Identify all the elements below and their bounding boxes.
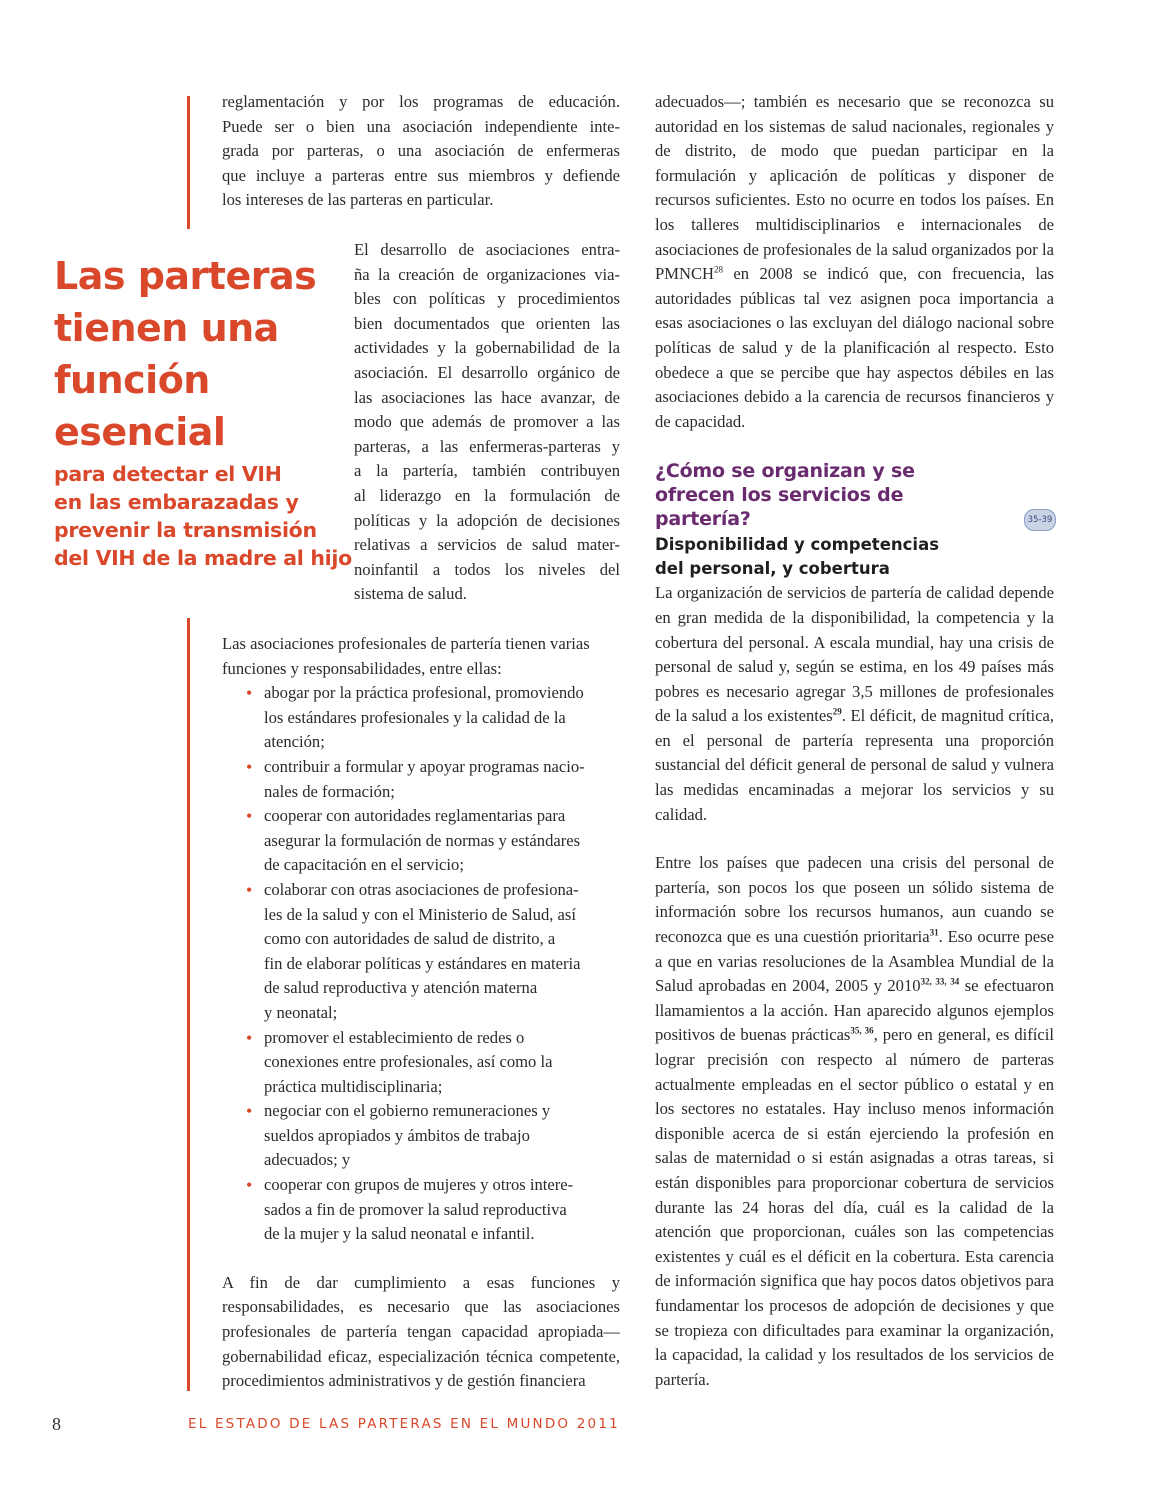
pull-quote-title-line: tienen una bbox=[54, 306, 279, 350]
bullet-icon: • bbox=[246, 806, 253, 827]
pull-quote bbox=[54, 250, 352, 572]
intro-line: los intereses de las parteras en particular. bbox=[222, 190, 494, 210]
list-item bbox=[222, 804, 620, 878]
side-line: actividades y la gobernabilidad de la bbox=[354, 338, 620, 358]
list-item bbox=[222, 1099, 620, 1173]
pull-quote-title-line: esencial bbox=[54, 410, 226, 454]
list-item-line: atención; bbox=[264, 732, 325, 752]
intro-paragraph bbox=[222, 90, 620, 213]
list-item bbox=[222, 681, 620, 755]
list-item bbox=[222, 1173, 620, 1247]
list-item bbox=[222, 1026, 620, 1100]
list-item-line: fin de elaborar políticas y estándares en materia bbox=[264, 953, 581, 973]
bullet-icon: • bbox=[246, 879, 253, 900]
pull-quote-subtitle-line: en las embarazadas y bbox=[54, 490, 299, 514]
pull-quote-title bbox=[54, 250, 346, 458]
page-number: 8 bbox=[52, 1414, 61, 1434]
paragraph-information-systems: Entre los países que padecen una crisis del personal de partería, son pocos los que poseen un sólido sistema de información sobre los recursos humanos, aun cuando se reconozca que es una cuestión prioritaria$^{31}$. Eso ocurre pese a que en varias resoluciones de la Asamblea Mundial de la Salud aprobadas en 2004, 2005 y 2010$^{32, 33, 34}$ se efectuaron llamamientos a la acción. Han aparecido algunos ejemplos positivos de buenas prácticas$^{35, 36}$, pero en general, es difícil lograr precisión con respecto al número de parteras actualmente empleadas en el sector público o estatal y en los sectores no estatales. Hay incluso menos información disponible acerca de si están ejerciendo la profesión en salas de maternidad o si están asignadas a otras tareas, si están disponibles para proporcionar cobertura de servicios durante las 24 horas del día, cuál es la calidad de la atención que proporcionan, cuáles son las competencias existentes y cuál es el déficit en la cobertura. Esta carencia de información significa que hay pocos datos objetivos para fundamentar los procesos de adopción de decisiones y que se tropieza con dificultades para examinar la organización, la capacidad, la calidad y los resultados de los servicios de partería. bbox=[655, 853, 1055, 1389]
list-item bbox=[222, 878, 620, 1026]
side-line: bles con políticas y procedimientos bbox=[354, 289, 620, 309]
list-item-line: abogar por la práctica profesional, promoviendo bbox=[264, 683, 584, 703]
list-item-line: colaborar con otras asociaciones de profesiona- bbox=[264, 879, 579, 899]
side-line: a la partería, también contribuyen bbox=[354, 461, 620, 481]
list-item-line: les de la salud y con el Ministerio de Salud, así bbox=[264, 904, 576, 924]
list-item-line: como con autoridades de salud de distrito, a bbox=[264, 929, 556, 949]
margin-rule-top bbox=[187, 96, 190, 229]
list-item-line: de la mujer y la salud neonatal e infantil. bbox=[264, 1224, 535, 1244]
list-item-line: sueldos apropiados y ámbitos de trabajo bbox=[264, 1125, 530, 1145]
list-item-line: nales de formación; bbox=[264, 781, 395, 801]
side-line: sistema de salud. bbox=[354, 584, 467, 604]
list-item-line: contribuir a formular y apoyar programas nacio- bbox=[264, 756, 585, 776]
list-item-line: los estándares profesionales y la calidad de la bbox=[264, 707, 566, 727]
side-paragraph bbox=[354, 238, 620, 607]
pull-quote-subtitle-line: para detectar el VIH bbox=[54, 462, 282, 486]
side-line: relativas a servicios de salud mater- bbox=[354, 535, 620, 555]
side-line: modo que además de promover a las bbox=[354, 412, 620, 432]
intro-line: que incluye a parteras entre sus miembros y defiende bbox=[222, 165, 620, 185]
side-line: las asociaciones las hace avanzar, de bbox=[354, 387, 620, 407]
bullet-icon: • bbox=[246, 1101, 253, 1122]
list-item-line: conexiones entre profesionales, así como la bbox=[264, 1052, 553, 1072]
side-line: noinfantil a todos los niveles del bbox=[354, 559, 620, 579]
list-item-line: asegurar la formulación de normas y estándares bbox=[264, 830, 581, 850]
list-item-line: de capacitación en el servicio; bbox=[264, 855, 464, 875]
closing-paragraph: A fin de dar cumplimiento a esas funciones y responsabilidades, es necesario que las asociaciones profesionales de partería tengan capacidad apropiada—gobernabilidad eficaz, especialización técnica competente, procedimientos administrativos y de gestión financiera bbox=[222, 1272, 620, 1391]
section-heading: ¿Cómo se organizan y se ofrecen los servicios de partería? bbox=[655, 460, 915, 531]
list-item-line: negociar con el gobierno remuneraciones y bbox=[264, 1101, 551, 1121]
pull-quote-title-line: función bbox=[54, 358, 210, 402]
responsibilities-section bbox=[222, 632, 620, 1394]
side-line: parteras, a las enfermeras-parteras y bbox=[354, 436, 620, 456]
list-item-line: promover el establecimiento de redes o bbox=[264, 1027, 525, 1047]
publication-title: EL ESTADO DE LAS PARTERAS EN EL MUNDO 2011 bbox=[188, 1416, 620, 1432]
bullet-icon: • bbox=[246, 1027, 253, 1048]
side-line: ña la creación de organizaciones via- bbox=[354, 264, 620, 284]
reference-badge: 35-39 bbox=[1024, 509, 1056, 531]
pull-quote-title-line: Las parteras bbox=[54, 254, 317, 298]
list-item-line: y neonatal; bbox=[264, 1002, 338, 1022]
pull-quote-subtitle bbox=[54, 460, 352, 572]
intro-line: grada por parteras, o una asociación de enfermeras bbox=[222, 141, 620, 161]
list-item-line: sados a fin de promover la salud reproductiva bbox=[264, 1199, 567, 1219]
bullet-icon: • bbox=[246, 1175, 253, 1196]
bullet-icon: • bbox=[246, 683, 253, 704]
side-line: asociación. El desarrollo orgánico de bbox=[354, 362, 620, 382]
pull-quote-subtitle-line: del VIH de la madre al hijo bbox=[54, 546, 352, 570]
paragraph-associations-authority: adecuados—; también es necesario que se reconozca su autoridad en los sistemas de salud nacionales, regionales y de distrito, de modo que puedan participar en la formulación y aplicación de políticas y disponer de recursos suficientes. Esto no ocurre en todos los países. En los talleres multidisciplinarios e internacionales de asociaciones de profesionales de la salud organizados por la PMNCH$^{28}$ en 2008 se indicó que, con frecuencia, las autoridades públicas tal vez asignen poca importancia a esas asociaciones o las excluyan del diálogo nacional sobre políticas de salud y de la planificación al respecto. Esto obedece a que se percibe que hay aspectos débiles en las asociaciones debido a la carencia de recursos financieros y de capacidad. bbox=[655, 92, 1054, 431]
pull-quote-subtitle-line: prevenir la transmisión bbox=[54, 518, 317, 542]
list-item-line: adecuados; y bbox=[264, 1150, 351, 1170]
side-line: políticas y la adopción de decisiones bbox=[354, 510, 620, 530]
list-item-line: cooperar con autoridades reglamentarias para bbox=[264, 806, 566, 826]
side-line: bien documentados que orienten las bbox=[354, 313, 620, 333]
subsection-heading: Disponibilidad y competencias del personal, y cobertura bbox=[655, 535, 940, 579]
intro-line: reglamentación y por los programas de educación. bbox=[222, 92, 620, 111]
list-intro: Las asociaciones profesionales de partería tienen varias funciones y responsabilidades, entre ellas: bbox=[222, 634, 590, 678]
list-item bbox=[222, 755, 620, 804]
intro-line: Puede ser o bien una asociación independiente inte- bbox=[222, 116, 620, 136]
side-line: al liderazgo en la formulación de bbox=[354, 485, 620, 505]
list-item-line: práctica multidisciplinaria; bbox=[264, 1076, 443, 1096]
paragraph-availability: La organización de servicios de partería de calidad depende en gran medida de la disponibilidad, la competencia y la cobertura del personal. A escala mundial, hay una crisis de personal de salud y, según se estima, en los 49 países más pobres es necesario agregar 3,5 millones de profesionales de la salud a los existentes$^{29}$. El déficit, de magnitud crítica, en el personal de partería representa una proporción sustancial del déficit general de personal de salud y vulnera las medidas encaminadas a mejorar los servicios y su calidad. bbox=[655, 583, 1054, 824]
responsibilities-list bbox=[222, 681, 620, 1247]
side-line: El desarrollo de asociaciones entra- bbox=[354, 240, 620, 259]
right-column bbox=[655, 90, 1054, 1392]
list-item-line: cooperar con grupos de mujeres y otros intere- bbox=[264, 1175, 574, 1195]
margin-rule-bottom bbox=[187, 618, 190, 1391]
list-item-line: de salud reproductiva y atención materna bbox=[264, 978, 538, 998]
bullet-icon: • bbox=[246, 756, 253, 777]
